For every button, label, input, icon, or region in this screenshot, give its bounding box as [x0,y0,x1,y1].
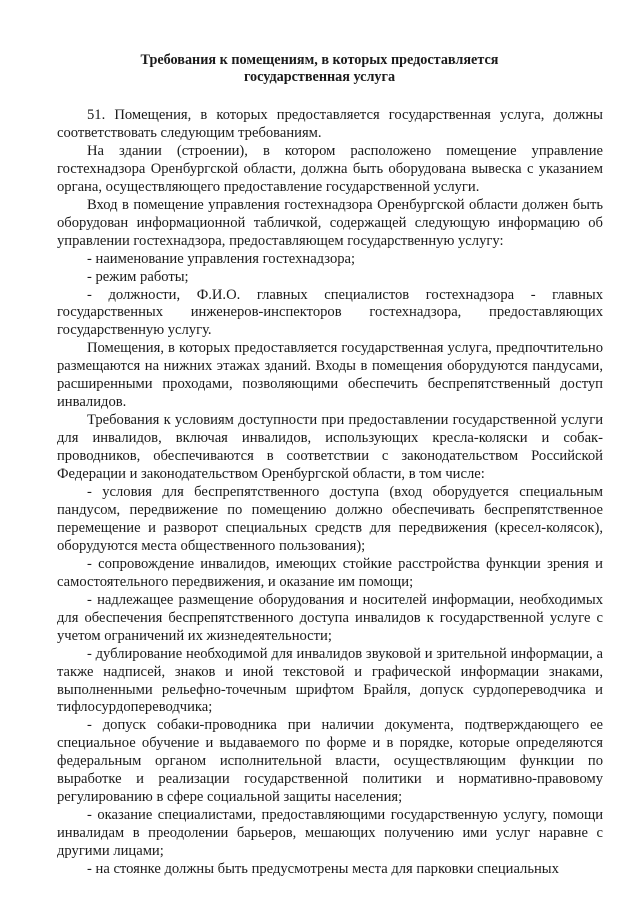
paragraph-accessibility: Требования к условиям доступности при предоставлении государственной услуги для инвалидов, включая инвалидов, использующих кресла-коляски и собак-проводников, обеспечиваются в соответствии с законодательством Российской Федерации и законодательством Оренбургской области, в том числе: [57,412,603,483]
paragraph-clause-51: 51. Помещения, в которых предоставляется государственная услуга, должны соответствовать следующим требованиям. [57,107,603,141]
list-item: - оказание специалистами, предоставляющими государственную услугу, помощи инвалидам в преодолении барьеров, мешающих получению ими услуг наравне с другими лицами; [57,807,603,860]
list-item: - режим работы; [87,268,189,285]
list-item: - надлежащее размещение оборудования и носителей информации, необходимых для обеспечения беспрепятственного доступа инвалидов к государственной услуге с учетом ограничений их жизнедеятельности; [57,591,603,644]
paragraph-premises-location: Помещения, в которых предоставляется государственная услуга, предпочтительно размещаются на нижних этажах зданий. Входы в помещения оборудуются пандусами, расширенными проходами, позволяющими обеспечить беспрепятственный доступ инвалидов. [57,340,603,411]
list-item: - сопровождение инвалидов, имеющих стойкие расстройства функции зрения и самостоятельного передвижения, и оказание им помощи; [57,555,603,590]
list-item: - на стоянке должны быть предусмотрены места для парковки специальных [87,861,559,878]
title-line-1: Требования к помещениям, в которых предоставляется [140,52,499,68]
list-item: - условия для беспрепятственного доступа (вход оборудуется специальным пандусом, передвижение по помещению должно обеспечивать беспрепятственное перемещение и разворот специальных средств для передвижения (кресел-колясок), оборудуются места общественного пользования); [57,484,603,554]
list-item: - дублирование необходимой для инвалидов звуковой и зрительной информации, а также надписей, знаков и иной текстовой и графической информации знаками, выполненными рельефно-точечным шрифтом Брайля, допуск сурдопереводчика и тифлосурдопереводчика; [57,645,603,716]
section-title [0,52,639,86]
list-item: - наименование управления гостехнадзора; [87,250,356,267]
title-line-2: государственная услуга [243,69,396,85]
list-item: - допуск собаки-проводника при наличии документа, подтверждающего ее специальное обучение и выдаваемого по форме и в порядке, которые определяются федеральным органом исполнительной власти, осуществляющим функции по выработке и реализации государственной политики и нормативно-правовому регулированию в сфере социальной защиты населения; [57,717,603,806]
document-body [57,107,603,879]
list-item: - должности, Ф.И.О. главных специалистов гостехнадзора - главных государственных инженеров-инспекторов гостехнадзора, предоставляющих государственную услугу. [57,286,603,339]
paragraph-entrance-plate: Вход в помещение управления гостехнадзора Оренбургской области должен быть оборудован информационной табличкой, содержащей следующую информацию об управлении гостехнадзора, предоставляющем государственную услугу: [57,196,603,249]
paragraph-signboard: На здании (строении), в котором расположено помещение управление гостехнадзора Оренбургской области, должна быть оборудована вывеска с указанием органа, осуществляющего предоставление государственной услуги. [57,142,603,195]
